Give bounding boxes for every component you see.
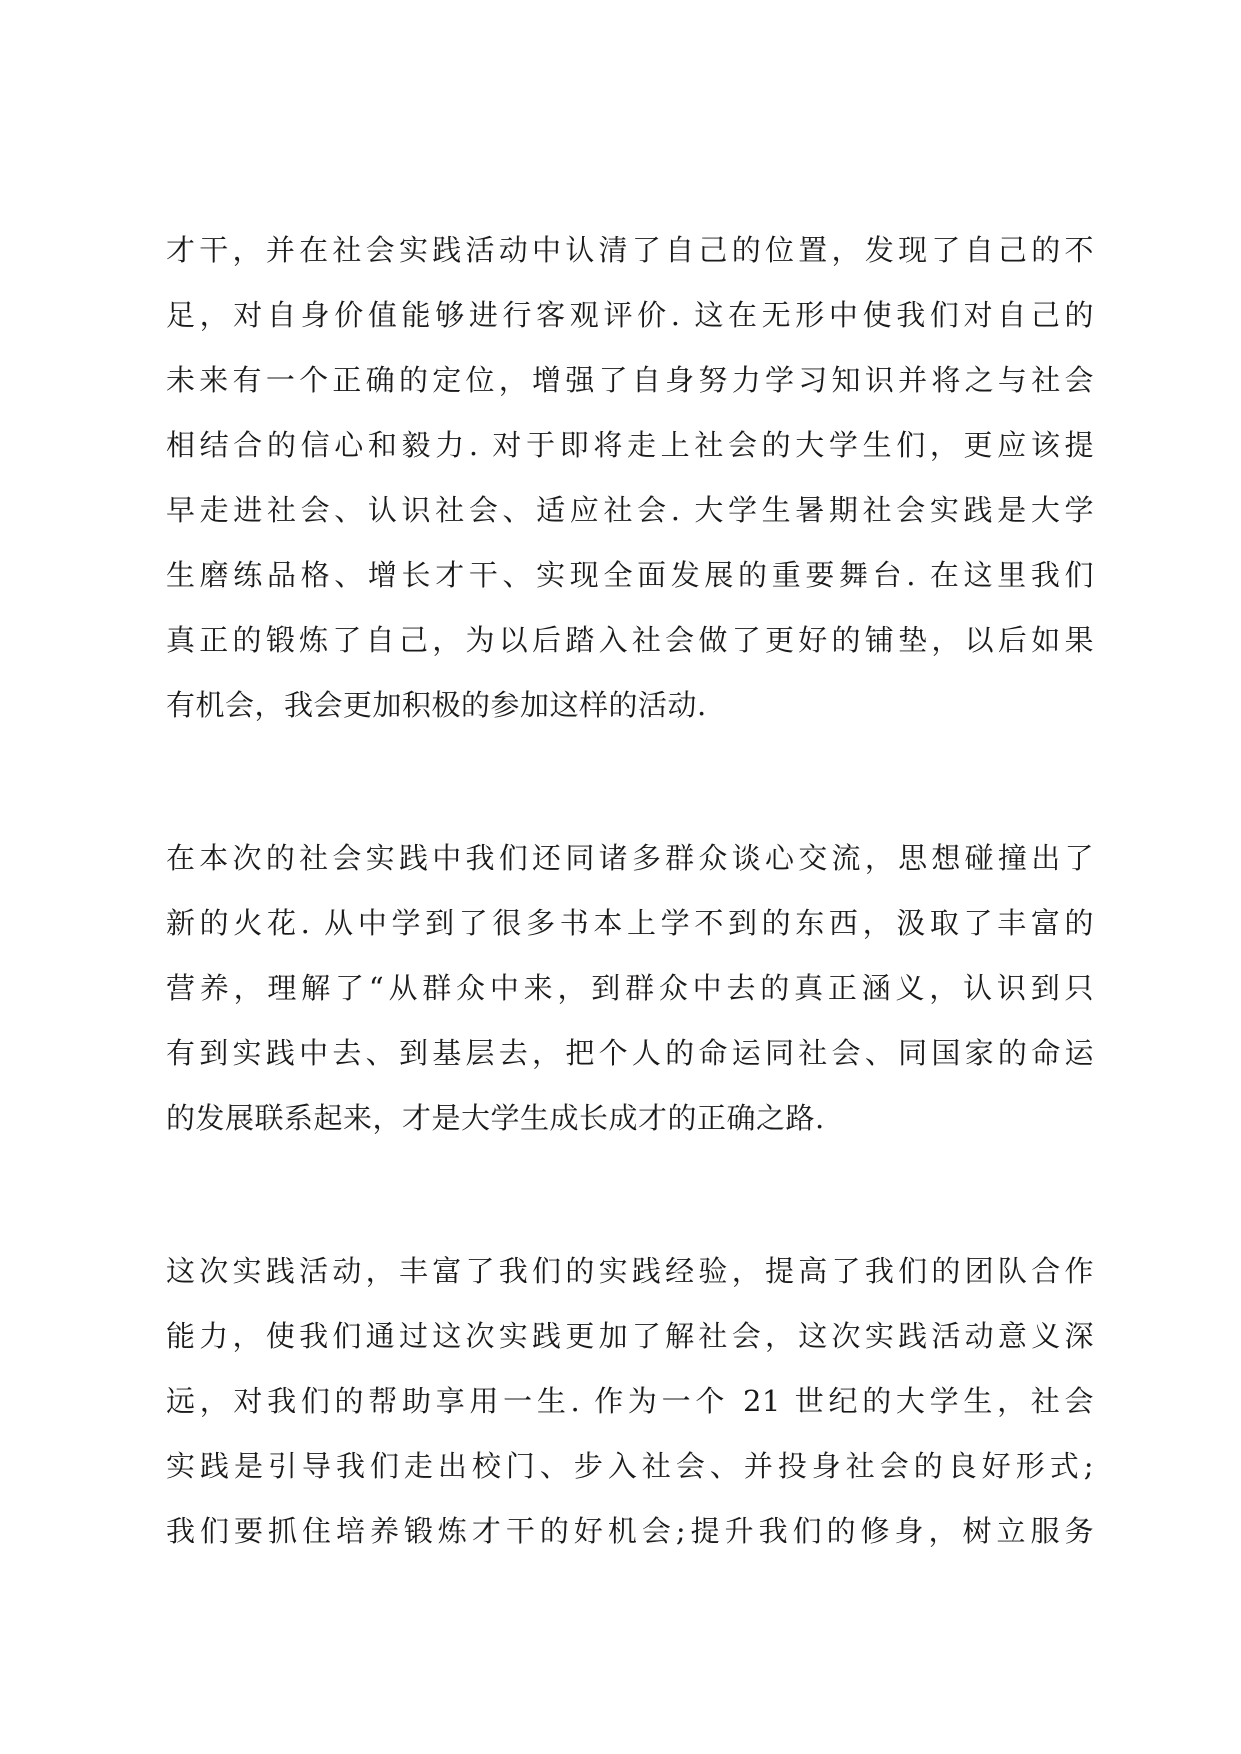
text-line: 我们要抓住培养锻炼才干的好机会;提升我们的修身，树立服务 (166, 1514, 1094, 1548)
text-line: 实践是引导我们走出校门、步入社会、并投身社会的良好形式; (166, 1449, 1094, 1483)
text-line: 新的火花. 从中学到了很多书本上学不到的东西，汲取了丰富的 (166, 906, 1094, 940)
text-line: 能力，使我们通过这次实践更加了解社会，这次实践活动意义深 (166, 1319, 1094, 1353)
text-line: 真正的锻炼了自己，为以后踏入社会做了更好的铺垫，以后如果 (166, 623, 1094, 657)
paragraph-3 (166, 1239, 1094, 1564)
text-line: 足，对自身价值能够进行客观评价. 这在无形中使我们对自己的 (166, 298, 1094, 332)
text-line: 有机会，我会更加积极的参加这样的活动. (166, 688, 707, 722)
paragraph-1 (166, 218, 1094, 738)
text-line: 营养，理解了“从群众中来，到群众中去的真正涵义，认识到只 (166, 971, 1094, 1005)
text-line: 生磨练品格、增长才干、实现全面发展的重要舞台. 在这里我们 (166, 558, 1094, 592)
text-line: 在本次的社会实践中我们还同诸多群众谈心交流，思想碰撞出了 (166, 841, 1094, 875)
text-line: 未来有一个正确的定位，增强了自身努力学习知识并将之与社会 (166, 363, 1094, 397)
document-body (166, 218, 1094, 1564)
text-line: 这次实践活动，丰富了我们的实践经验，提高了我们的团队合作 (166, 1254, 1094, 1288)
text-line: 相结合的信心和毅力. 对于即将走上社会的大学生们，更应该提 (166, 428, 1094, 462)
text-line: 的发展联系起来，才是大学生成长成才的正确之路. (166, 1101, 825, 1135)
text-line: 才干，并在社会实践活动中认清了自己的位置，发现了自己的不 (166, 233, 1094, 267)
paragraph-2 (166, 826, 1094, 1151)
text-line: 远，对我们的帮助享用一生. 作为一个 21 世纪的大学生，社会 (166, 1384, 1094, 1418)
text-line: 有到实践中去、到基层去，把个人的命运同社会、同国家的命运 (166, 1036, 1094, 1070)
text-line: 早走进社会、认识社会、适应社会. 大学生暑期社会实践是大学 (166, 493, 1094, 527)
